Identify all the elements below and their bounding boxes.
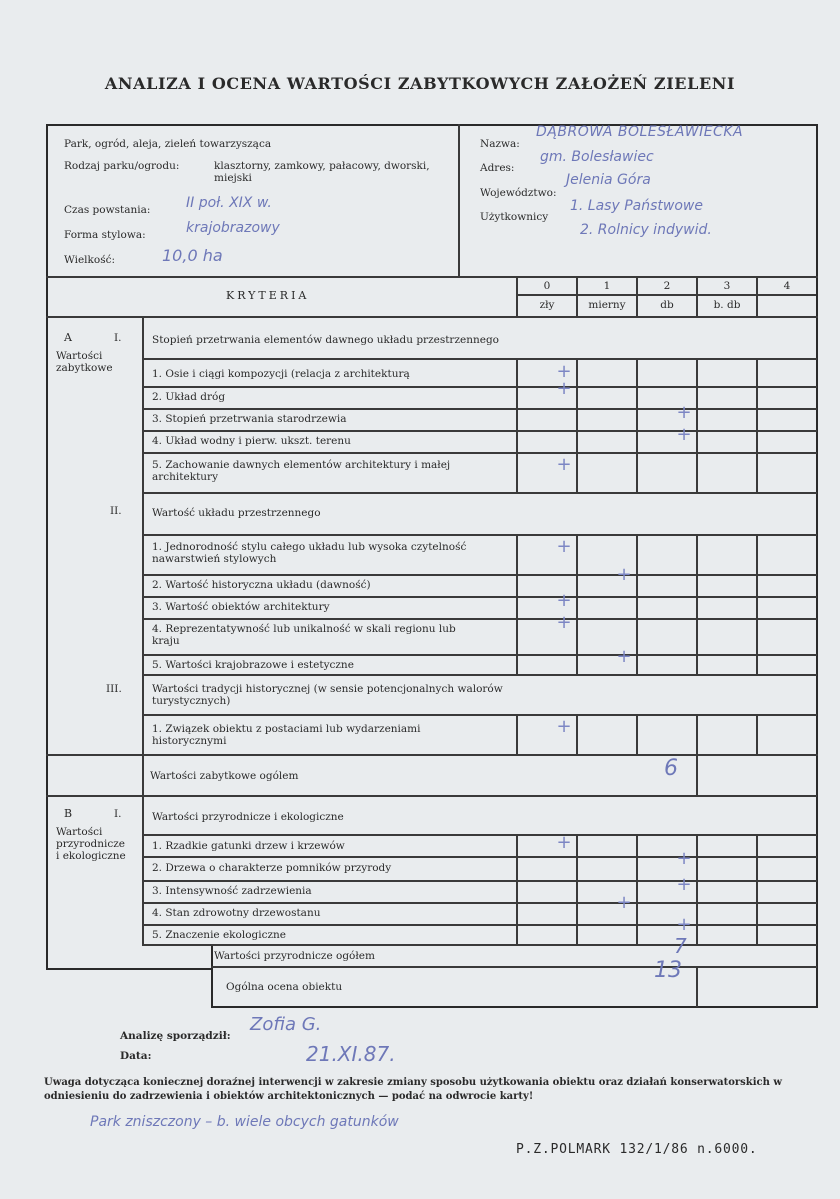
voivodeship-label: Województwo: xyxy=(480,187,557,199)
users-value-2: 2. Rolnicy indywid. xyxy=(580,222,712,238)
address-label: Adres: xyxy=(480,162,515,174)
score-mark-b-2: + xyxy=(676,848,692,869)
section-a-letter: A xyxy=(64,331,72,344)
score-num-2: 2 xyxy=(663,280,671,292)
criteria-label: KRYTERIA xyxy=(226,289,310,302)
group-a3-heading: Wartości tradycji historycznej (w sensie potencjonalnych walorów turystycznych) xyxy=(152,683,503,707)
section-b-total-label: Wartości przyrodnicze ogółem xyxy=(214,950,375,962)
b-row-5: 5. Znaczenie ekologiczne xyxy=(152,929,287,941)
style-label: Forma stylowa: xyxy=(64,229,146,241)
score-mark-a3-1: + xyxy=(556,716,572,737)
prepared-signature: Zofia G. xyxy=(250,1014,322,1035)
score-word-0: zły xyxy=(539,299,555,311)
section-a-roman-1: I. xyxy=(114,332,122,344)
printer-imprint: P.Z.POLMARK 132/1/86 n.6000. xyxy=(516,1142,758,1157)
a2-row-3: 3. Wartość obiektów architektury xyxy=(152,601,330,613)
a2-row-1: 1. Jednorodność stylu całego układu lub wysoka czytelność nawarstwień stylowych xyxy=(152,541,467,565)
style-value: krajobrazowy xyxy=(186,220,280,236)
score-mark-a2-1: + xyxy=(556,536,572,557)
group-a2-heading: Wartość układu przestrzennego xyxy=(152,507,321,519)
kind-options: klasztorny, zamkowy, pałacowy, dworski, miejski xyxy=(214,160,430,184)
users-label: Użytkownicy xyxy=(480,211,549,223)
score-mark-b-4: + xyxy=(616,892,632,913)
section-a-title: Wartości zabytkowe xyxy=(56,350,113,374)
date-value: 21.XI.87. xyxy=(306,1042,396,1066)
users-value-1: 1. Lasy Państwowe xyxy=(570,198,703,214)
section-b-letter: B xyxy=(64,807,73,820)
a2-row-4: 4. Reprezentatywność lub unikalność w skali regionu lub kraju xyxy=(152,623,456,647)
section-a-total-value: 6 xyxy=(664,756,678,781)
a1-row-3: 3. Stopień przetrwania starodrzewia xyxy=(152,413,347,425)
form-title: ANALIZA I OCENA WARTOŚCI ZABYTKOWYCH ZAŁOŻEŃ ZIELENI xyxy=(104,74,736,93)
a1-row-1: 1. Osie i ciągi kompozycji (relacja z architekturą xyxy=(152,368,410,380)
score-mark-b-5: + xyxy=(676,914,692,935)
score-mark-a2-4: + xyxy=(556,612,572,633)
section-a-roman-2: II. xyxy=(110,505,122,517)
score-mark-a2-2: + xyxy=(616,564,632,585)
park-type-label: Park, ogród, aleja, zieleń towarzysząca xyxy=(64,138,272,150)
score-num-1: 1 xyxy=(603,280,611,292)
footer-note: Uwaga dotycząca koniecznej doraźnej interwencji w zakresie zmiany sposobu użytkowania obiektu oraz działań konserwatorskich w odniesieniu do zadrzewienia i obiektów architektonicznych — podać na odwrocie karty! xyxy=(44,1077,782,1102)
b-row-3: 3. Intensywność zadrzewienia xyxy=(152,885,312,897)
created-value: II poł. XIX w. xyxy=(186,195,272,211)
section-b-total-value: 7 xyxy=(674,934,687,958)
score-mark-b-3: + xyxy=(676,874,692,895)
prepared-label: Analizę sporządził: xyxy=(120,1030,231,1042)
score-word-3: b. db xyxy=(713,299,741,311)
size-label: Wielkość: xyxy=(64,254,116,266)
b-row-4: 4. Stan zdrowotny drzewostanu xyxy=(152,907,321,919)
score-mark-a1-5: + xyxy=(556,454,572,475)
b-row-1: 1. Rzadkie gatunki drzew i krzewów xyxy=(152,840,345,852)
section-a-roman-3: III. xyxy=(106,683,122,695)
score-num-3: 3 xyxy=(723,280,731,292)
score-mark-a1-1: + xyxy=(556,361,572,382)
handwritten-note: Park zniszczony – b. wiele obcych gatunków xyxy=(90,1114,399,1130)
a1-row-5: 5. Zachowanie dawnych elementów architektury i małej architektury xyxy=(152,459,451,483)
section-b-heading: Wartości przyrodnicze i ekologiczne xyxy=(152,811,344,823)
score-num-0: 0 xyxy=(543,280,551,292)
section-b-roman: I. xyxy=(114,808,122,820)
score-num-4: 4 xyxy=(783,280,791,292)
overall-value: 13 xyxy=(654,958,682,983)
a2-row-2: 2. Wartość historyczna układu (dawność) xyxy=(152,579,371,591)
section-b-title: Wartości przyrodnicze i ekologiczne xyxy=(56,826,126,862)
score-mark-a1-4: + xyxy=(676,424,692,445)
group-a1-heading: Stopień przetrwania elementów dawnego układu przestrzennego xyxy=(152,334,499,346)
a1-row-4: 4. Układ wodny i pierw. ukszt. terenu xyxy=(152,435,351,447)
address-value: gm. Bolesławiec xyxy=(540,149,654,165)
section-a-total-label: Wartości zabytkowe ogólem xyxy=(150,770,299,782)
score-mark-b-1: + xyxy=(556,832,572,853)
a3-row-1: 1. Związek obiektu z postaciami lub wydarzeniami historycznymi xyxy=(152,723,421,747)
a1-row-2: 2. Układ dróg xyxy=(152,391,226,403)
a2-row-5: 5. Wartości krajobrazowe i estetyczne xyxy=(152,659,354,671)
score-mark-a2-3: + xyxy=(556,590,572,611)
score-mark-a1-2: + xyxy=(556,378,572,399)
score-mark-a2-5: + xyxy=(616,646,632,667)
name-label: Nazwa: xyxy=(480,138,520,150)
size-value: 10,0 ha xyxy=(162,246,223,265)
score-word-1: mierny xyxy=(588,299,626,311)
created-label: Czas powstania: xyxy=(64,204,151,216)
overall-label: Ogólna ocena obiektu xyxy=(226,981,343,993)
score-mark-a1-3: + xyxy=(676,402,692,423)
name-value: DĄBROWA BOLESŁAWIECKA xyxy=(536,124,744,140)
b-row-2: 2. Drzewa o charakterze pomników przyrody xyxy=(152,862,392,874)
score-word-2: db xyxy=(660,299,674,311)
voivodeship-value: Jelenia Góra xyxy=(566,172,651,188)
kind-label: Rodzaj parku/ogrodu: xyxy=(64,160,180,172)
date-label: Data: xyxy=(120,1050,152,1062)
